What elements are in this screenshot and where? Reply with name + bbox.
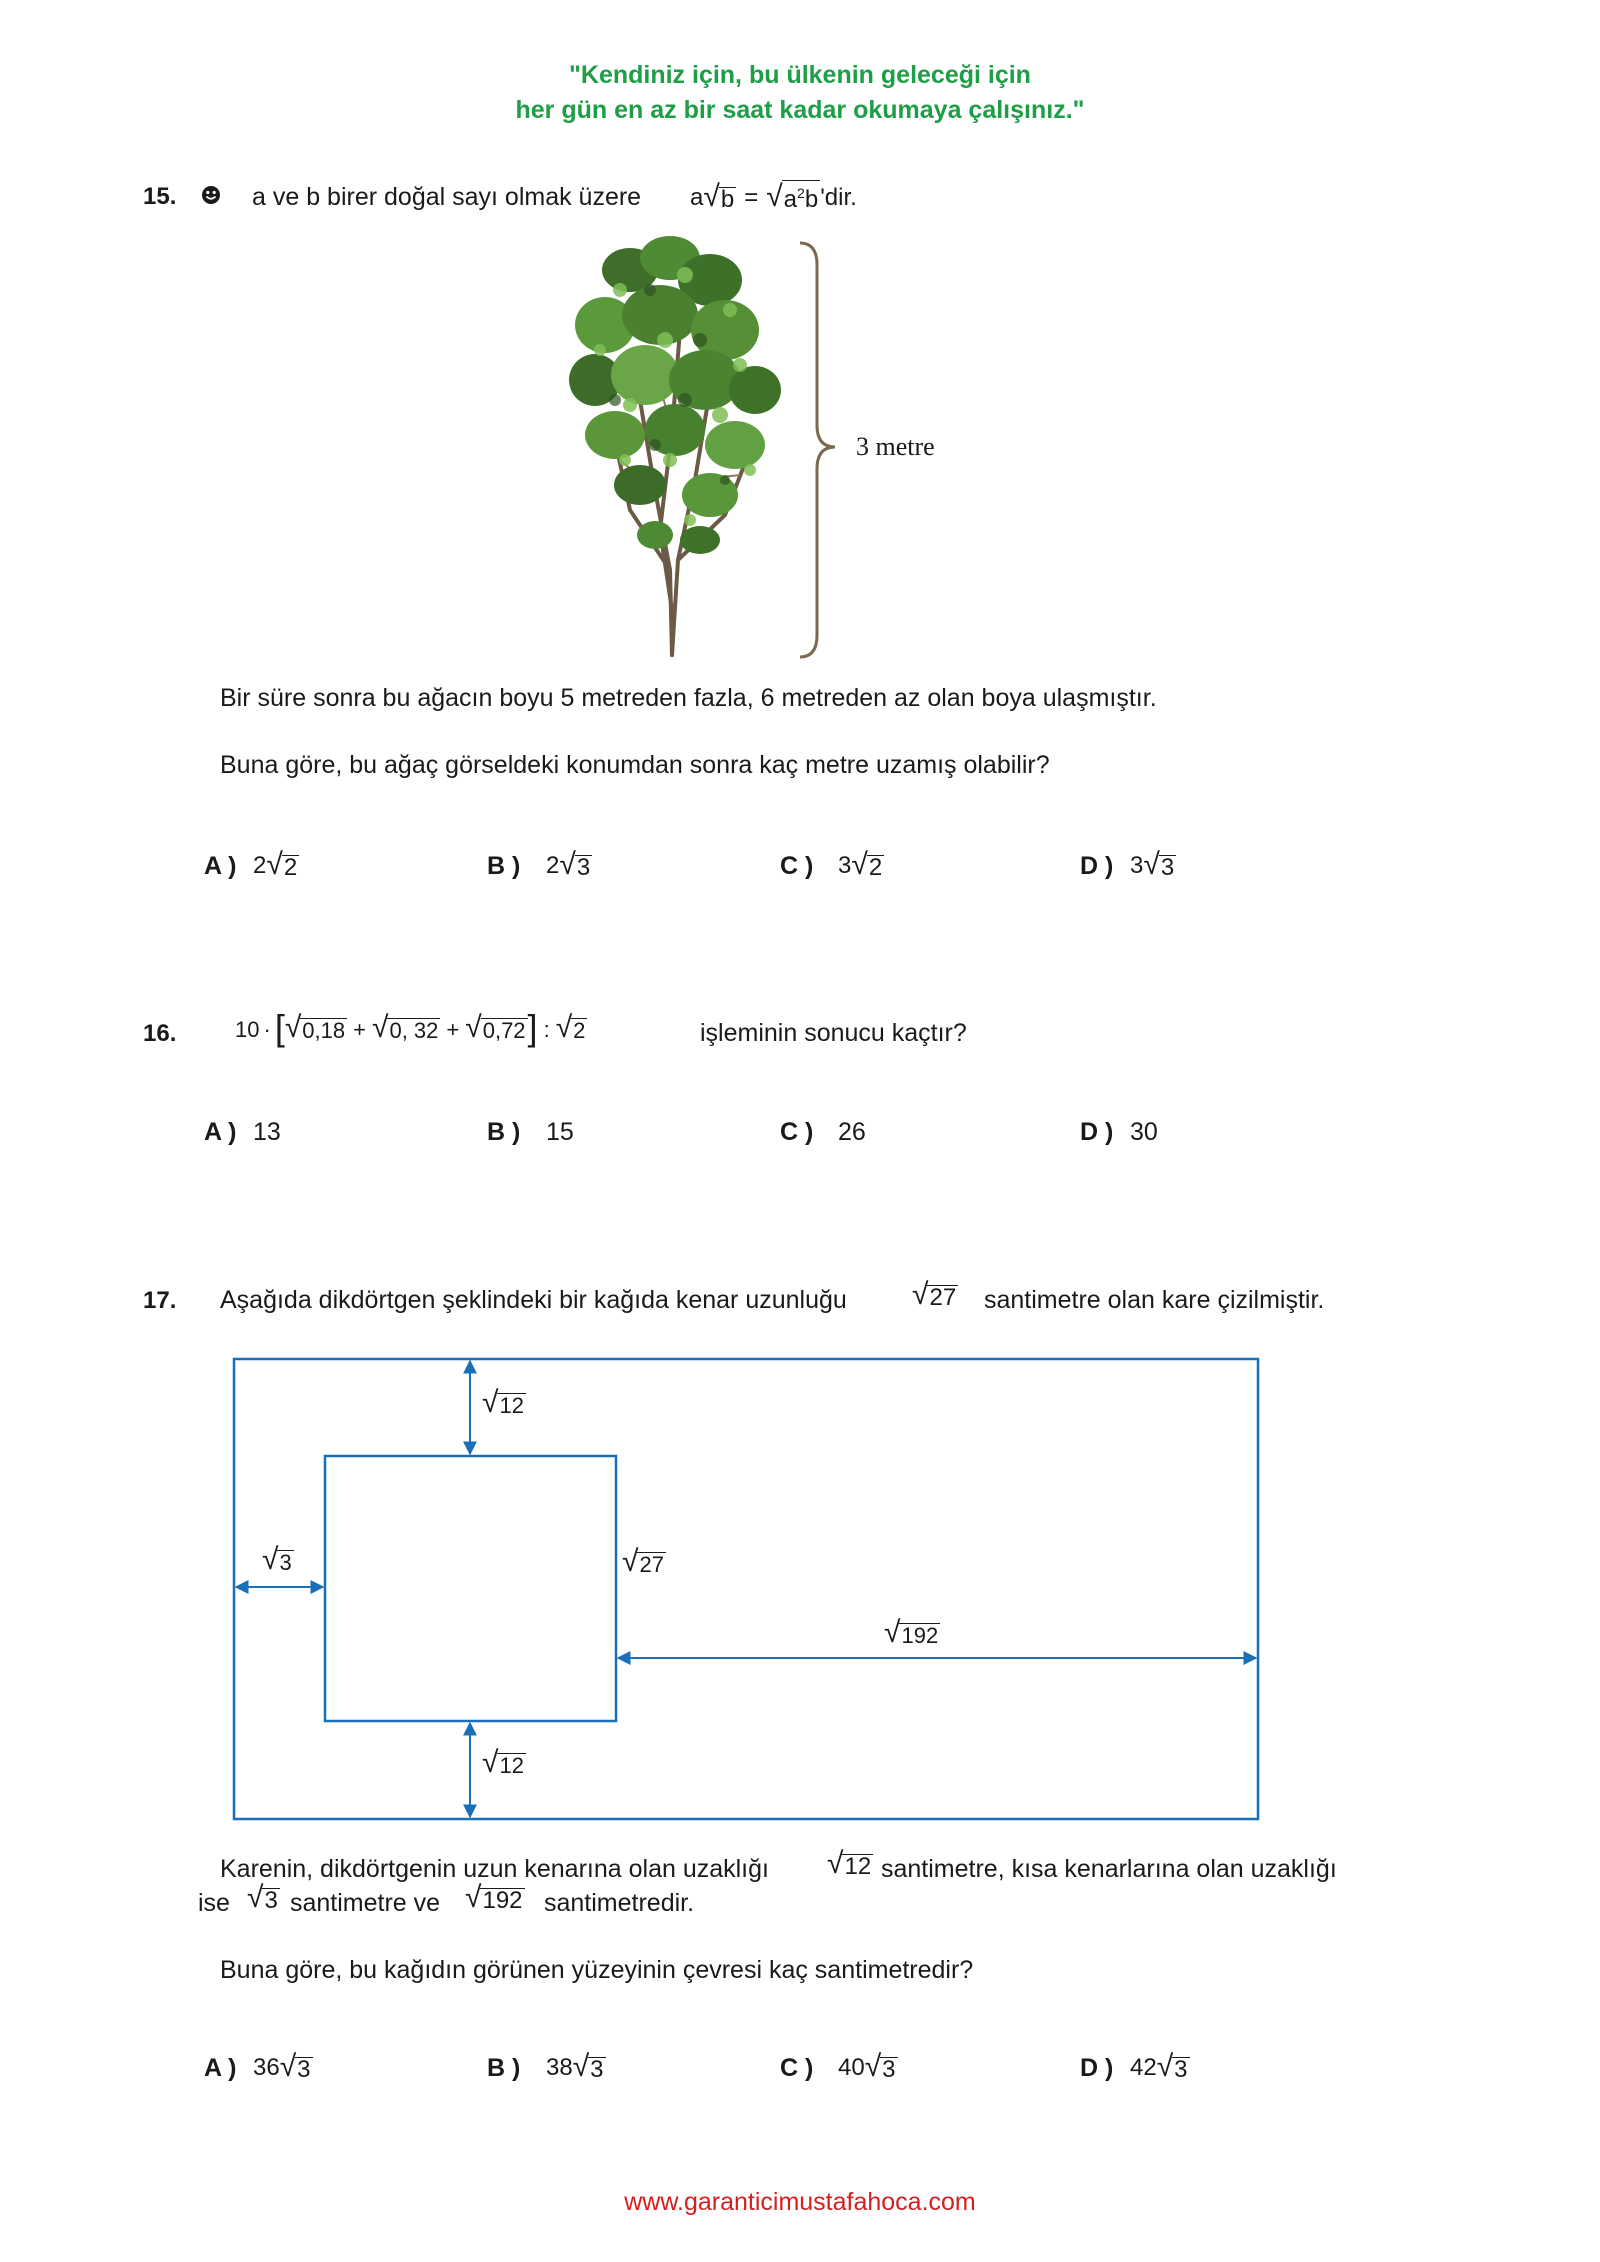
q16-option-c-label[interactable]: C ) <box>780 1118 814 1146</box>
question-17-question: Buna göre, bu kağıdın görünen yüzeyinin çevresi kaç santimetredir? <box>220 1956 974 1984</box>
question-17-number: 17. <box>143 1287 177 1314</box>
q15-option-b-label[interactable]: B ) <box>487 852 521 880</box>
q17-paragraph-part-e: santimetredir. <box>544 1889 695 1917</box>
formula-equals: = <box>744 184 759 211</box>
footer-website-link[interactable]: www.garanticimustafahoca.com <box>624 2188 976 2216</box>
question-15-text-1: Bir süre sonra bu ağacın boyu 5 metreden fazla, 6 metreden az olan boya ulaşmıştır. <box>220 684 1157 712</box>
q17-option-b-value[interactable]: 38 √ 3 <box>546 2050 604 2083</box>
q17-paragraph-radical-3: √ 192 <box>465 1881 523 1914</box>
square-side-label: √ 27 <box>622 1545 664 1578</box>
left-bracket: [ <box>274 1007 285 1048</box>
q17-option-a-value[interactable]: 36 √ 3 <box>253 2050 311 2083</box>
bottom-gap-label: √ 12 <box>482 1746 524 1779</box>
top-gap-label: √ 12 <box>482 1386 524 1419</box>
q15-option-b-value[interactable]: 2 √ 3 <box>546 848 591 881</box>
q15-option-a-value[interactable]: 2 √ 2 <box>253 848 298 881</box>
q15-option-d-value[interactable]: 3 √ 3 <box>1130 848 1175 881</box>
smiley-icon <box>201 185 221 210</box>
tree-height-label: 3 metre <box>856 432 935 461</box>
q17-paragraph-radical-2: √ 3 <box>247 1881 278 1914</box>
q16-option-a-label[interactable]: A ) <box>204 1118 237 1146</box>
paper-rectangle <box>234 1359 1258 1819</box>
q17-option-a-label[interactable]: A ) <box>204 2054 237 2082</box>
drawn-square <box>325 1456 616 1721</box>
motto-line-2: her gün en az bir saat kadar okumaya çalışınız." <box>515 96 1085 124</box>
q15-option-c-label[interactable]: C ) <box>780 852 814 880</box>
q16-option-b-label[interactable]: B ) <box>487 1118 521 1146</box>
question-17-intro-suffix: santimetre olan kare çizilmiştir. <box>984 1286 1325 1314</box>
q15-option-c-value[interactable]: 3 √ 2 <box>838 848 883 881</box>
question-15-text-2: Buna göre, bu ağaç görseldeki konumdan sonra kaç metre uzamış olabilir? <box>220 751 1050 779</box>
q17-paragraph-part-b: santimetre, kısa kenarlarına olan uzaklığı <box>881 1855 1337 1883</box>
question-16-question: işleminin sonucu kaçtır? <box>700 1019 967 1047</box>
q17-option-c-label[interactable]: C ) <box>780 2054 814 2082</box>
q17-paragraph-part-a: Karenin, dikdörtgenin uzun kenarına olan uzaklığı <box>220 1855 769 1883</box>
question-16-number: 16. <box>143 1020 177 1047</box>
formula-left-coef: a <box>690 184 704 211</box>
q17-paragraph-part-d: santimetre ve <box>290 1889 441 1917</box>
question-15-intro: a ve b birer doğal sayı olmak üzere <box>252 183 642 211</box>
q17-option-d-label[interactable]: D ) <box>1080 2054 1114 2082</box>
question-16-expression: 10 · [ √ 0,18 + √ 0, 32 + √ 0,72 ] : √ 2 <box>235 1007 586 1048</box>
q15-option-d-label[interactable]: D ) <box>1080 852 1114 880</box>
motto-header <box>0 58 1600 128</box>
left-gap-label: √ 3 <box>262 1543 292 1576</box>
right-bracket: ] <box>527 1007 538 1048</box>
right-gap-label: √ 192 <box>884 1616 939 1649</box>
q16-option-d-label[interactable]: D ) <box>1080 1118 1114 1146</box>
tree-illustration <box>560 230 820 665</box>
question-15-formula <box>690 180 857 212</box>
q17-option-c-value[interactable]: 40 √ 3 <box>838 2050 896 2083</box>
q16-option-a-value[interactable]: 13 <box>253 1118 281 1146</box>
question-17-intro-radical: √ 27 <box>912 1278 957 1311</box>
formula-suffix: 'dir. <box>820 184 857 211</box>
question-15-number: 15. <box>143 183 177 210</box>
formula-left-radical: √ b <box>703 180 735 213</box>
q16-option-d-value[interactable]: 30 <box>1130 1118 1158 1146</box>
q17-paragraph-part-c: ise <box>198 1889 230 1917</box>
q16-option-b-value[interactable]: 15 <box>546 1118 574 1146</box>
q17-option-b-label[interactable]: B ) <box>487 2054 521 2082</box>
paper-square-diagram <box>230 1355 1270 1830</box>
height-brace <box>795 240 845 665</box>
q16-option-c-value[interactable]: 26 <box>838 1118 866 1146</box>
q15-option-a-label[interactable]: A ) <box>204 852 237 880</box>
q17-option-d-value[interactable]: 42 √ 3 <box>1130 2050 1188 2083</box>
formula-right-radical: √ $a^2b$ <box>766 180 819 213</box>
question-17-intro: Aşağıda dikdörtgen şeklindeki bir kağıda kenar uzunluğu <box>220 1286 847 1314</box>
motto-line-1: "Kendiniz için, bu ülkenin geleceği için <box>569 61 1031 89</box>
q17-paragraph-radical-1: √ 12 <box>827 1847 872 1880</box>
